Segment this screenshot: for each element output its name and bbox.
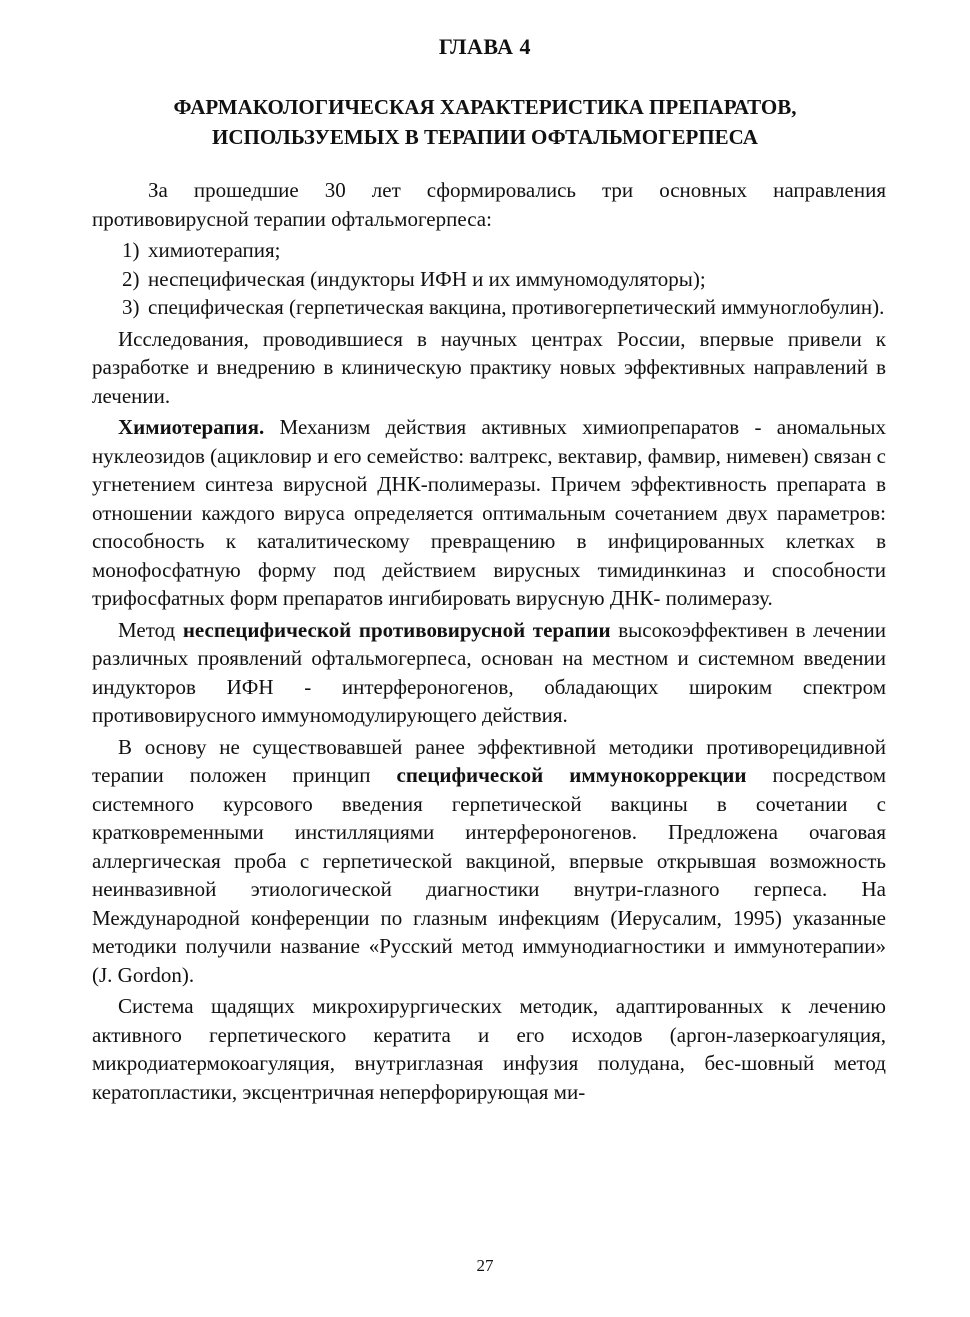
list-item-text: специфическая (герпетическая вакцина, противогерпетический иммуноглобулин). [148,295,885,319]
intro-paragraph: За прошедшие 30 лет сформировались три основных направления противовирусной терапии офтальмогерпеса: [92,178,886,231]
list-item [92,265,886,294]
microsurgery-paragraph: Система щадящих микрохирургических методик, адаптированных к лечению активного герпетического кератита и его исходов (аргон-лазеркоагуляция, микродиатермокоагуляция, внутриглазная инфузия полудана, бес-шовный метод кератопластики, эксцентричная неперфорирующая ми- [92,994,886,1104]
body-text [92,176,886,1109]
list-item [92,236,886,265]
chapter-title-line-2: ИСПОЛЬЗУЕМЫХ В ТЕРАПИИ ОФТАЛЬМОГЕРПЕСА [212,125,758,149]
nonspecific-therapy-paragraph [92,616,886,730]
list-item-number: 1) [122,238,140,262]
chapter-title-line-1: ФАРМАКОЛОГИЧЕСКАЯ ХАРАКТЕРИСТИКА ПРЕПАРАТОВ, [173,95,797,119]
therapy-directions-list [92,236,886,322]
nonspecific-text-before: Метод [118,617,183,642]
chemotherapy-paragraph [92,413,886,613]
chapter-title [80,92,890,152]
list-item-text: неспецифическая (индукторы ИФН и их иммуномодуляторы); [148,266,706,291]
specific-immunocorrection-paragraph [92,733,886,990]
page-number: 27 [476,1256,494,1275]
list-item [92,293,886,322]
specific-term: специфической иммунокоррекции [396,763,747,787]
specific-text-before: В основу не существовавшей ранее эффективной методики противорецидивной терапии положен принцип [92,734,886,787]
list-item-number: 2) [122,266,140,291]
specific-text-after: посредством системного курсового введения герпетической вакцины в сочетании с кратковременными инстилляциями интерфероногенов. Предложена очаговая аллергическая проба с герпетической вакциной, впервые открывшая возможность неинвазивной этиологической диагностики внутри-глазного герпеса. На Международной конференции по глазным инфекциям (Иерусалим, 1995) указанные методики получили название «Русский метод иммунодиагностики и иммунотерапии» (J. Gordon). [92,763,886,987]
chemotherapy-text: Механизм действия активных химиопрепаратов - аномальных нуклеозидов (ацикловир и его семейство: валтрекс, вектавир, фамвир, нимевен) связан с угнетением синтеза вирусной ДНК-полимеразы. Причем эффективность препарата в отношении каждого вируса определяется оптимальным сочетанием двух параметров: способность к каталитическому превращению в инфицированных клетках в монофосфатную форму под действием вирусных тимидинкиназ и способности трифосфатных форм препаратов ингибировать вирусную ДНК- полимеразу. [92,415,886,610]
list-item-text: химиотерапия; [148,238,281,262]
chapter-heading: ГЛАВА 4 [438,34,532,59]
list-item-number: 3) [122,295,140,319]
nonspecific-term: неспецифической противовирусной терапии [182,617,611,642]
chemotherapy-term: Химиотерапия. [118,415,265,439]
nonspecific-text-after: высокоэффективен в лечении различных проявлений офтальмогерпеса, основан на местном и системном введении индукторов ИФН - интерфероногенов, обладающих широким спектром противовирусного иммуномодулирующего действия. [92,617,886,727]
research-paragraph: Исследования, проводившиеся в научных центрах России, впервые привели к разработке и внедрению в клиническую практику новых эффективных направлений в лечении. [92,326,886,408]
